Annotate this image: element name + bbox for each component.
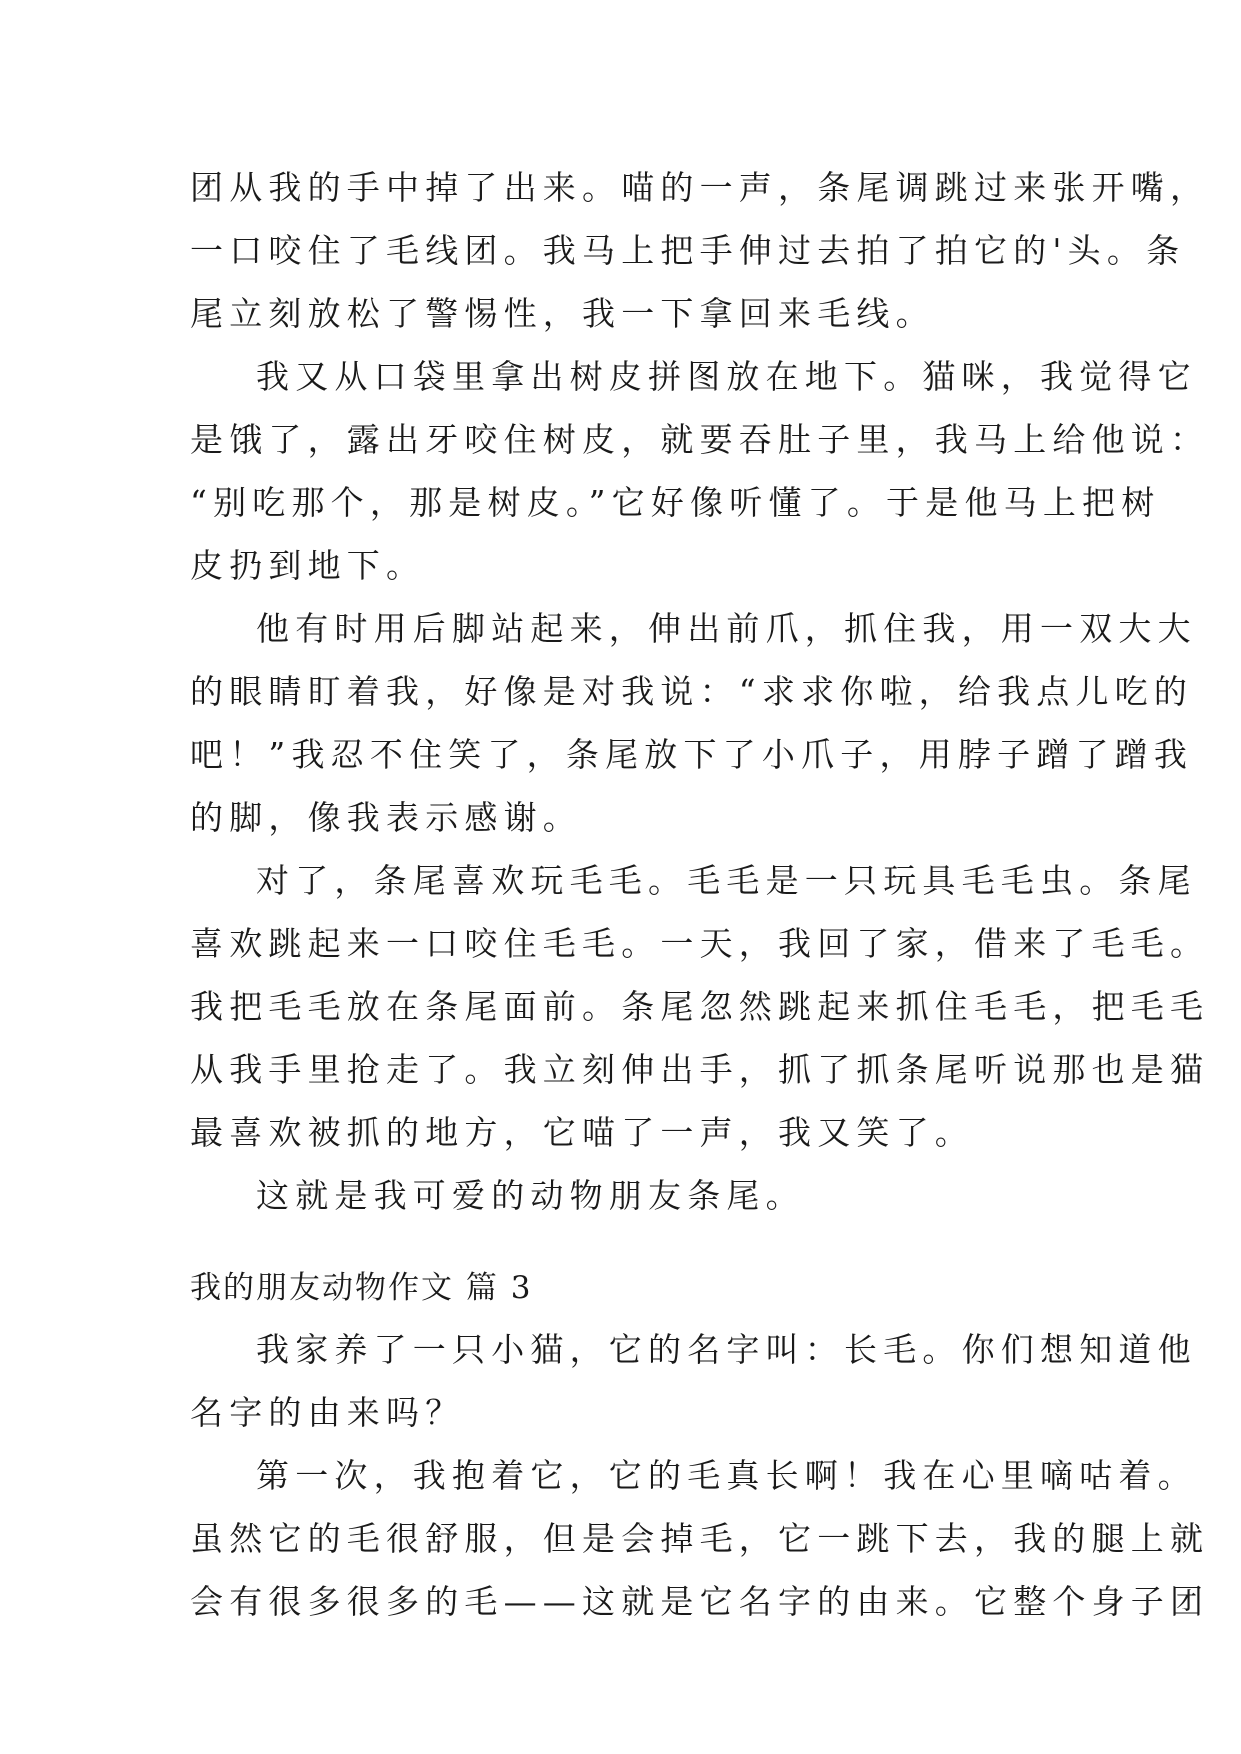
body-line: 名字的由来吗？	[190, 1393, 465, 1432]
body-line: 他有时用后脚站起来，伸出前爪，抓住我，用一双大大	[256, 609, 1197, 648]
body-line: 从我手里抢走了。我立刻伸出手，抓了抓条尾听说那也是猫	[190, 1050, 1210, 1089]
body-line: 尾立刻放松了警惕性，我一下拿回来毛线。	[190, 294, 935, 333]
body-line: 团从我的手中掉了出来。喵的一声，条尾调跳过来张开嘴，	[190, 168, 1210, 207]
body-line: 的脚，像我表示感谢。	[190, 798, 582, 837]
body-line: 是饿了，露出牙咬住树皮，就要吞肚子里，我马上给他说：	[190, 420, 1210, 459]
body-line: 虽然它的毛很舒服，但是会掉毛，它一跳下去，我的腿上就	[190, 1519, 1210, 1558]
body-line: 会有很多很多的毛——这就是它名字的由来。它整个身子团	[190, 1582, 1210, 1621]
body-line: 喜欢跳起来一口咬住毛毛。一天，我回了家，借来了毛毛。	[190, 924, 1210, 963]
body-line: 我又从口袋里拿出树皮拼图放在地下。猫咪，我觉得它	[256, 357, 1197, 396]
body-line: 我把毛毛放在条尾面前。条尾忽然跳起来抓住毛毛，把毛毛	[190, 987, 1210, 1026]
body-line: 的眼睛盯着我，好像是对我说：“求求你啦，给我点儿吃的	[190, 672, 1194, 711]
body-line: 第一次，我抱着它，它的毛真长啊！我在心里嘀咕着。	[256, 1456, 1197, 1495]
body-line: 对了，条尾喜欢玩毛毛。毛毛是一只玩具毛毛虫。条尾	[256, 861, 1197, 900]
section-heading: 我的朋友动物作文 篇 3	[190, 1270, 533, 1306]
body-line: 吧！”我忍不住笑了，条尾放下了小爪子，用脖子蹭了蹭我	[190, 735, 1194, 774]
body-line: “别吃那个，那是树皮。”它好像听懂了。于是他马上把树	[190, 483, 1161, 522]
body-line: 这就是我可爱的动物朋友条尾。	[256, 1176, 805, 1215]
body-line: 一口咬住了毛线团。我马上把手伸过去拍了拍它的'头。条	[190, 231, 1186, 270]
body-line: 最喜欢被抓的地方，它喵了一声，我又笑了。	[190, 1113, 974, 1152]
body-line: 我家养了一只小猫，它的名字叫：长毛。你们想知道他	[256, 1330, 1197, 1369]
body-line: 皮扔到地下。	[190, 546, 426, 585]
